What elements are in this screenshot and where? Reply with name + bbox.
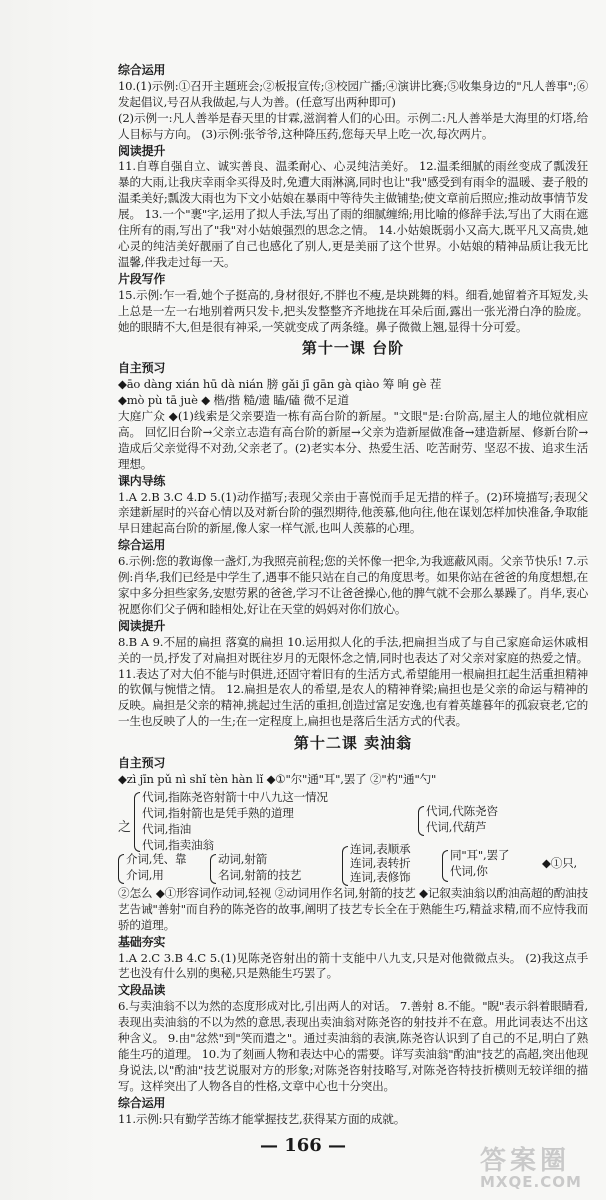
word-meaning-diagram xyxy=(118,790,588,884)
answer-paragraph: (2)示例一:凡人善举是春天里的甘霖,滋润着人们的心田。示例二:凡人善举是大海里的灯塔,给人目标与方向。 (3)示例:张爷爷,这种降压药,您每天早上吃一次,每次两片。 xyxy=(118,110,588,141)
lesson-title: 第十一课 台阶 xyxy=(301,339,405,358)
section-heading-writing: 片段写作 xyxy=(118,271,166,286)
pinyin-line: ◆āo dàng xián hū dà nián 膀 gǎi jī gān gà qiào 筹 晌 gè 茬 xyxy=(118,377,442,392)
section-heading-reading: 阅读提升 xyxy=(118,143,166,158)
brace xyxy=(442,850,448,882)
diagram-item: 代词,你 xyxy=(450,863,488,878)
answer-paragraph: 1.A 2.C 3.B 4.C 5.(1)见陈尧咨射出的箭十支能中八九支,只是对他微微点头。 (2)我这点手艺也没有什么别的奥秘,只是熟能生巧罢了。 xyxy=(118,950,588,981)
diagram-item: 连词,表顺承 xyxy=(350,841,411,856)
answer-content xyxy=(118,62,588,1127)
answer-paragraph: 11.示例:只有勤学苦练才能掌握技艺,获得某方面的成就。 xyxy=(118,1111,406,1126)
lesson-title: 第十二课 卖油翁 xyxy=(293,734,413,753)
answer-paragraph: 8.B A 9.不屈的扁担 落寞的扁担 10.运用拟人化的手法,把扁担当成了与自己家庭命运休戚相关的一员,抒发了对扁担对既往岁月的无限怀念之情,同时也表达了对父亲对家庭的热爱之情。 11.表达了对大伯不能与时俱进,还固守着旧有的生活方式,希望能用一根扁担扛起生活重担精神的钦佩与惋惜之情。 12.扁担是农人的希望,是农人的精神脊梁;扁担也是父亲的命运与精神的反映。扁担是父亲的精神,挑起过生活的重担,创造过富足安逸,也有着英雄暮年的孤寂衰老,它的一生也反映了人的一生;在一定程度上,扁担也是落后生活方式的代表。 xyxy=(118,634,588,729)
subheading: 自主预习 xyxy=(118,756,166,771)
answer-paragraph: 10.(1)示例:①召开主题班会;②板报宣传;③校园广播;④演讲比赛;⑤收集身边的"凡人善事";⑥发起倡议,号召从我做起,与人为善。(任意写出两种即可) xyxy=(118,78,588,109)
diagram-label-zhi: 之 xyxy=(118,819,131,835)
answer-paragraph: 6.与卖油翁不以为然的态度形成对比,引出两人的对话。 7.善射 8.不能。"睨"表示斜着眼睛看,表现出卖油翁的不以为然的意思,表现出卖油翁对陈尧咨的射技并不在意。用此词表达不出这种含义。 9.由"忿然"到"笑而遣之"。通过卖油翁的表演,陈尧咨认识到了自己的不足,明白了熟能生巧的道理。 10.为了刻画人物和表达中心的需要。详写卖油翁"酌油"技艺的高超,突出他现身说法,以"酌油"技艺说服对方的形象;对陈尧咨射技略写,对陈尧咨特技折横则无较详细的描写。这样突出了人物各自的性格,文章中心也十分突出。 xyxy=(118,999,588,1093)
subheading: 综合运用 xyxy=(118,1095,166,1110)
diagram-item: 动词,射箭 xyxy=(218,851,268,866)
brace xyxy=(134,792,140,852)
answer-paragraph: 11.自尊自强自立、诚实善良、温柔耐心、心灵纯洁美好。 12.温柔细腻的雨丝变成了瓢泼狂暴的大雨,让我庆幸雨伞买得及时,免遭大雨淋漓,同时也让"我"感受到有雨伞的温暖、妻子般的温柔美好;瓢泼大雨也为下文小姑娘在暴雨中等待失主做铺垫;使文章前后照应;推动故事情节发展。 13.一个"裹"字,运用了拟人手法,写出了雨的细腻缠绵;用比喻的修辞手法,写出了大雨在遮住所有的雨,写出了"我"对小姑娘强烈的思念之情。 14.小姑娘既弱小又高大,既平凡又高贵,她心灵的纯洁美好靓丽了自己也感化了别人,更是美丽了这个世界。小姑娘的精神品质让我无比温馨,伴我走过每一天。 xyxy=(118,159,588,269)
diagram-item: 代词,代陈尧咨 xyxy=(426,803,498,818)
answer-paragraph: 6.示例:您的教诲像一盏灯,为我照亮前程;您的关怀像一把伞,为我遮蔽风雨。父亲节快乐! 7.示例:肖华,我们已经是中学生了,遇事不能只站在自己的角度思考。如果你站在爸爸的角度想想,在家中多分担些家务,安慰劳累的爸爸,学习不让爸爸操心,他的脾气就不会那么暴躁了。肖华,衷心祝愿你们父子俩和睦相处,好让在天堂的妈妈对你们放心。 xyxy=(118,554,588,616)
pinyin-line: ◆zì jīn pǔ nì shǐ tèn hàn lǐ ◆①"尔"通"耳",罢了 ②"杓"通"勺" xyxy=(118,771,437,786)
answer-paragraph: 1.A 2.B 3.C 4.D 5.(1)动作描写;表现父亲由于喜悦而手足无措的样子。(2)环境描写;表现父亲建新屋时的兴奋心情以及对新台阶的强烈期待,他羡慕,他向往,他在谋划怎样加快准备,争取能早日建起高台阶的新屋,像人家一样气派,也叫人羡慕的心理。 xyxy=(118,489,588,536)
subheading: 文段品读 xyxy=(118,983,166,998)
subheading: 课内导练 xyxy=(118,473,166,488)
diagram-item: ◆①只, xyxy=(542,855,577,870)
diagram-item: 代词,指陈尧咨射箭十中八九这一情况 xyxy=(142,789,328,804)
brace xyxy=(118,854,124,884)
brace xyxy=(418,806,424,836)
diagram-item: 代词,指卖油翁 xyxy=(142,837,214,852)
watermark-logo xyxy=(480,1140,598,1192)
brace xyxy=(342,846,348,886)
scan-margin xyxy=(0,0,100,1200)
diagram-item: 代词,代葫芦 xyxy=(426,819,487,834)
answer-paragraph: 15.示例:乍一看,她个子挺高的,身材很好,不胖也不瘦,是块跳舞的料。细看,她留着齐耳短发,头上总是一左一右地别着两只发卡,把头发整整齐齐地拢在耳朵后面,露出一张光滑白净的脸庞。她的眼睛不大,但是很有神采,一笑就变成了两条缝。鼻子微微上翘,显得十分可爱。 xyxy=(118,287,588,334)
answer-paragraph: ②怎么 ◆①形容词作动词,轻视 ②动词用作名词,射箭的技艺 ◆记叙卖油翁以酌油高超的酌油技艺告诫"善射"而自矜的陈尧咨的故事,阐明了技艺专长全在于熟能生巧,精益求精,而不应恃我而骄的道理。 xyxy=(118,885,588,932)
pinyin-line: ◆mò pù tā juè ◆ 楷/揩 糙/遗 瞌/磕 微不足道 xyxy=(118,393,349,408)
subheading: 自主预习 xyxy=(118,361,166,376)
answer-paragraph: 大庭广众 ◆(1)线索是父亲要造一栋有高台阶的新屋。"文眼"是:台阶高,屋主人的地位就相应高。 回忆旧台阶→父亲立志造有高台阶的新屋→父亲为造新屋做准备→建造新屋、修新台阶→造成后父亲觉得不对劲,父亲老了。(2)老实本分、热爱生活、吃苦耐劳、坚忍不拔、追求生活理想。 xyxy=(118,409,588,471)
watermark-text: 答案圈 xyxy=(480,1146,571,1176)
subheading: 阅读提升 xyxy=(118,618,166,633)
diagram-item: 名词,射箭的技艺 xyxy=(218,867,302,882)
diagram-item: 介词,用 xyxy=(126,867,164,882)
diagram-item: 代词,指油 xyxy=(142,821,192,836)
diagram-item: 同"耳",罢了 xyxy=(450,847,510,862)
subheading: 基础夯实 xyxy=(118,934,166,949)
diagram-item: 连词,表转折 xyxy=(350,855,411,870)
watermark-url: MXQE.COM xyxy=(480,1173,582,1191)
diagram-item: 连词,表修饰 xyxy=(350,869,411,884)
subheading: 综合运用 xyxy=(118,538,166,553)
diagram-item: 代词,指射箭也是凭手熟的道理 xyxy=(142,805,294,820)
brace xyxy=(210,854,216,884)
diagram-item: 介词,凭、靠 xyxy=(126,851,187,866)
section-heading-comprehensive: 综合运用 xyxy=(118,63,166,77)
page-number: — 166 — xyxy=(259,1135,347,1156)
